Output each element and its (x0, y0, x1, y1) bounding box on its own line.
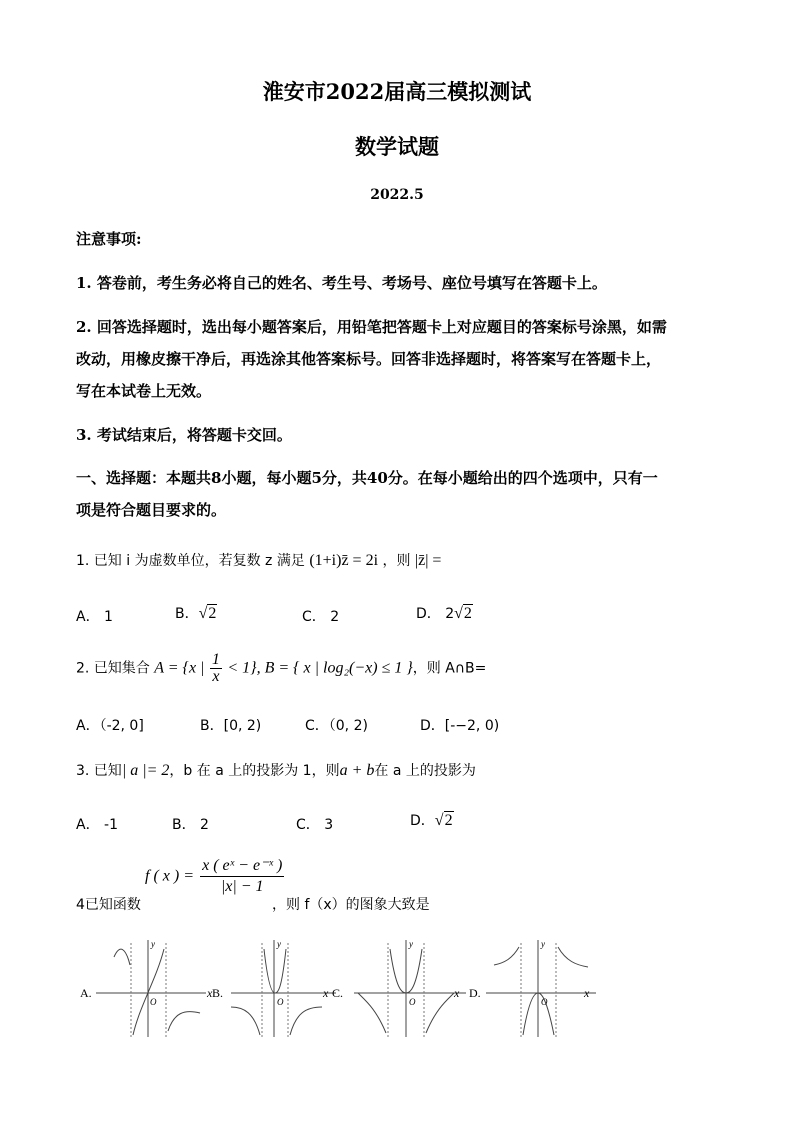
graph-d-curve-left (494, 947, 519, 965)
fraction-denominator: |x| − 1 (220, 878, 264, 895)
question-4-formula (145, 856, 285, 897)
graph-c-x-label: x (454, 986, 460, 1000)
question-1-abs-z: |z̄| = (414, 552, 442, 569)
question-1-formula: (1+i)z̄ = 2i (309, 552, 379, 569)
question-1-text-b: ，则 (382, 553, 411, 569)
question-1-option-b (175, 603, 217, 623)
set-a-suffix: < 1} (227, 659, 257, 677)
a-plus-b: a + b (339, 762, 375, 779)
abs-a: | a |= 2 (121, 762, 170, 779)
option-b-label: B． (175, 606, 199, 622)
graph-b-x-label: x (323, 986, 329, 1000)
sqrt-icon: √2 (434, 812, 453, 829)
graph-c-origin: O (409, 997, 416, 1007)
section-heading-line-1: 一、选择题：本题共8小题，每小题5分，共40分。在每小题给出的四个选项中，只有一 (76, 469, 658, 487)
fraction-numerator: x ( eˣ − e⁻ˣ ) (200, 856, 284, 877)
graph-a-origin: O (150, 997, 157, 1007)
graph-b-label: B. (212, 986, 224, 1000)
exam-title: 淮安市2022届高三模拟测试 (262, 79, 532, 104)
fraction-numerator: 1 (211, 651, 220, 668)
question-2-text-a: 2. 已知集合 (76, 660, 150, 677)
question-3-text-c: 在 a 上的投影为 (374, 763, 476, 779)
sqrt-icon: √2 (454, 605, 472, 622)
graph-b-origin: O (277, 997, 284, 1007)
question-3 (76, 760, 476, 780)
question-2-option-b: B．[0, 2) (200, 718, 262, 734)
graph-d-origin: O (541, 997, 548, 1007)
exam-date: 2022.5 (370, 187, 424, 203)
set-b: , B = { x | log₂(−x) ≤ 1 } (256, 659, 413, 677)
question-3-text-b: ，b 在 a 上的投影为 1，则 (169, 763, 340, 779)
graph-a-curve-left (114, 949, 130, 965)
question-4-graphs (76, 935, 606, 1045)
graph-d-curve-right (558, 947, 588, 967)
question-2-option-d: D．[-−2, 0) (420, 718, 500, 734)
graph-d-y-label: y (541, 939, 545, 949)
question-1-text-a: 1. 已知 i 为虚数单位，若复数 z 满足 (76, 553, 305, 569)
question-1-option-d (416, 603, 473, 623)
option-d-label: D． 2 (416, 606, 455, 622)
sqrt-radicand: 2 (444, 812, 453, 829)
sqrt-icon: √2 (198, 605, 217, 622)
graph-c-y-label: y (409, 939, 413, 949)
exam-subtitle: 数学试题 (355, 134, 439, 159)
notice-item-2-line-2: 改动，用橡皮擦干净后，再选涂其他答案标号。回答非选择题时，将答案写在答题卡上， (76, 350, 662, 368)
option-d-label: D． (410, 813, 435, 829)
section-heading-line-2: 项是符合题目要求的。 (76, 501, 227, 519)
graph-b-y-label: y (277, 939, 281, 949)
question-2-text-b: ，则 A∩B= (412, 660, 487, 677)
function-name: f ( x ) = (145, 867, 194, 885)
graph-b (231, 940, 336, 1037)
graph-a-y-label: y (151, 939, 155, 949)
question-1 (76, 550, 441, 570)
sqrt-radicand: 2 (463, 605, 472, 622)
fraction-denominator: x (212, 668, 220, 685)
question-2 (76, 652, 486, 685)
notice-item-3: 3. 考试结束后，将答题卡交回。 (76, 426, 292, 444)
graph-b-curve-middle (264, 949, 286, 993)
question-3-option-d (410, 810, 454, 830)
question-1-option-a: A． 1 (76, 609, 113, 625)
question-1-option-c: C． 2 (302, 609, 340, 625)
notice-item-2-line-1: 2. 回答选择题时，选出每小题答案后，用铅笔把答题卡上对应题目的答案标号涂黑，如需 (76, 318, 667, 336)
graph-d (486, 940, 596, 1037)
graph-d-x-label: x (584, 986, 590, 1000)
question-2-option-c: C．（0, 2) (305, 718, 368, 734)
notice-item-1: 1. 答卷前，考生务必将自己的姓名、考生号、考场号、座位号填写在答题卡上。 (76, 274, 607, 292)
set-a-fraction (210, 652, 222, 685)
graph-a-x-label: x (207, 986, 213, 1000)
graph-c-curve-left (358, 993, 386, 1033)
question-4-text-b: ，则 f（x）的图象大致是 (272, 897, 430, 913)
graph-a (96, 940, 206, 1037)
graph-b-curve-right (290, 1007, 322, 1035)
sqrt-radicand: 2 (208, 605, 217, 622)
question-2-option-a: A．（-2, 0] (76, 718, 144, 734)
notice-item-2-line-3: 写在本试卷上无效。 (76, 382, 212, 400)
question-3-option-c: C． 3 (296, 817, 334, 833)
set-a-prefix: A = {x | (154, 659, 205, 677)
question-4-text-a: 4已知函数 (76, 897, 141, 913)
graph-a-curve-right (168, 1012, 200, 1031)
question-3-text-a: 3. 已知 (76, 763, 122, 779)
graph-c (354, 940, 466, 1037)
question-3-option-b: B． 2 (172, 817, 209, 833)
function-fraction (200, 856, 284, 897)
question-3-option-a: A． -1 (76, 817, 118, 833)
graph-c-curve-right (426, 993, 454, 1033)
graph-a-label: A. (80, 986, 92, 1000)
graph-c-label: C. (332, 986, 344, 1000)
graph-d-label: D. (469, 986, 481, 1000)
notice-heading: 注意事项: (76, 230, 142, 248)
graph-b-curve-left (231, 1007, 260, 1035)
